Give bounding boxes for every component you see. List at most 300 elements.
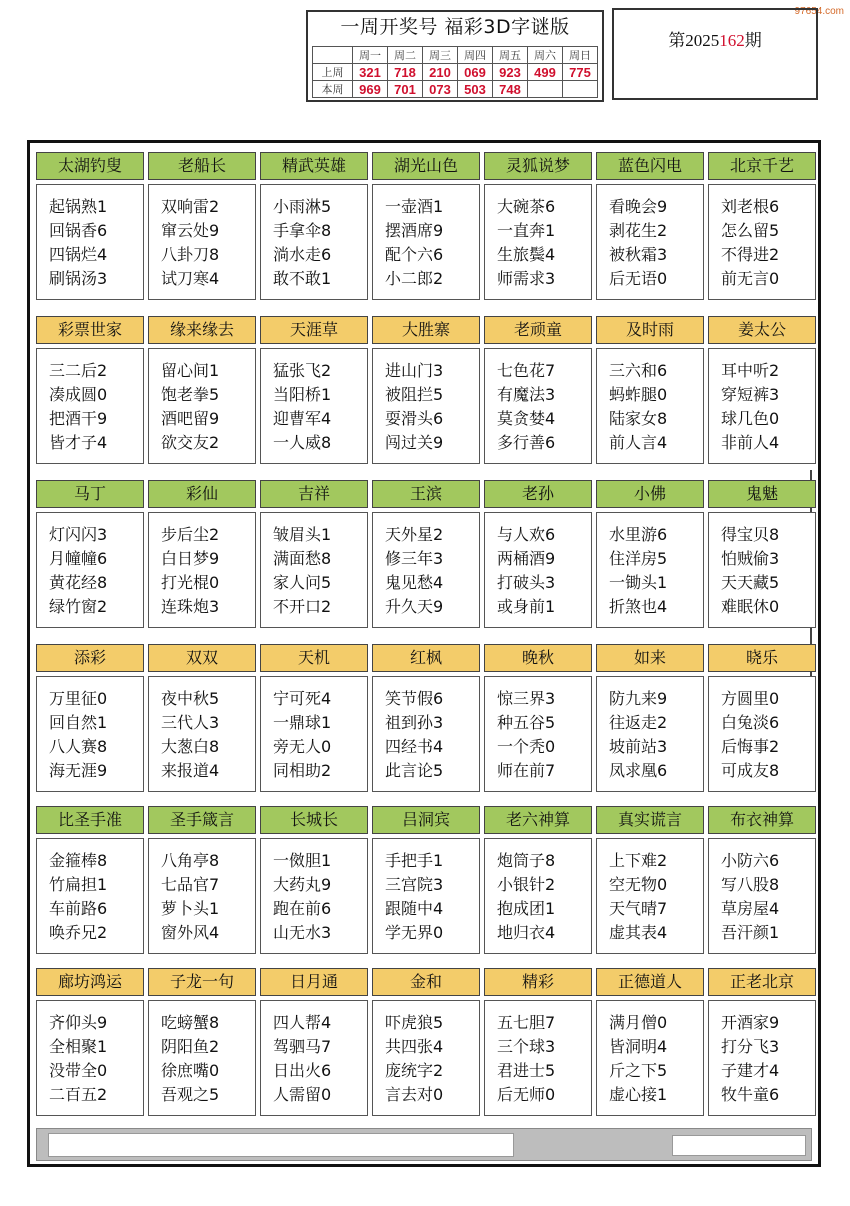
riddle-line: 跟随中4 [385, 899, 444, 918]
riddle-line: 金箍棒8 [49, 851, 108, 870]
riddle-line: 摆酒席9 [385, 221, 444, 240]
riddle-lines [260, 676, 368, 792]
issue-number: 162 [719, 31, 745, 50]
riddle-lines [372, 676, 480, 792]
riddle-line: 同相助2 [273, 761, 332, 780]
riddle-card [260, 480, 368, 632]
riddle-author: 老孙 [484, 480, 592, 508]
riddle-lines [596, 348, 704, 464]
riddle-line: 酒吧留9 [161, 409, 220, 428]
riddle-lines [708, 1000, 816, 1116]
riddle-line: 竹扁担1 [49, 875, 108, 894]
riddle-card [484, 480, 592, 632]
day-tue: 周二 [388, 47, 423, 64]
riddle-line: 齐仰头9 [49, 1013, 108, 1032]
riddle-line: 旁无人0 [273, 737, 332, 756]
riddle-line: 小银针2 [497, 875, 556, 894]
riddle-line: 剥花生2 [609, 221, 668, 240]
riddle-lines [484, 184, 592, 300]
this-week-number [563, 81, 598, 98]
riddle-line: 一个秃0 [497, 737, 556, 756]
riddle-lines [708, 676, 816, 792]
riddle-author: 长城长 [260, 806, 368, 834]
riddle-card [372, 968, 480, 1120]
riddle-author: 老船长 [148, 152, 256, 180]
riddle-line: 难眠休0 [721, 597, 780, 616]
riddle-line: 步后尘2 [161, 525, 220, 544]
riddle-card [484, 968, 592, 1120]
riddle-line: 把酒干9 [49, 409, 108, 428]
issue-prefix: 第2025 [668, 31, 720, 50]
riddle-line: 抱成团1 [497, 899, 556, 918]
riddle-lines [36, 676, 144, 792]
riddle-card [148, 152, 256, 304]
this-week-row [313, 81, 598, 98]
riddle-line: 一傚胆1 [273, 851, 332, 870]
riddle-line: 刷锅汤3 [49, 269, 108, 288]
riddle-author: 蓝色闪电 [596, 152, 704, 180]
riddle-author: 姜太公 [708, 316, 816, 344]
riddle-card [260, 968, 368, 1120]
riddle-card [36, 644, 144, 796]
riddle-line: 敢不敢1 [273, 269, 332, 288]
riddle-card [596, 480, 704, 632]
riddle-line: 前人言4 [609, 433, 668, 452]
riddle-card [260, 152, 368, 304]
riddle-lines [596, 676, 704, 792]
riddle-line: 海无涯9 [49, 761, 108, 780]
riddle-line: 与人欢6 [497, 525, 556, 544]
riddle-lines [596, 512, 704, 628]
riddle-line: 灯闪闪3 [49, 525, 108, 544]
this-week-number: 748 [493, 81, 528, 98]
riddle-card [372, 806, 480, 958]
riddle-line: 球几色0 [721, 409, 780, 428]
riddle-card [260, 806, 368, 958]
riddle-line: 跑在前6 [273, 899, 332, 918]
riddle-card [372, 152, 480, 304]
riddle-line: 小二郎2 [385, 269, 444, 288]
riddle-line: 进山门3 [385, 361, 444, 380]
riddle-card [372, 644, 480, 796]
issue-suffix: 期 [744, 31, 762, 50]
riddle-line: 师在前7 [497, 761, 556, 780]
riddle-line: 吓虎狼5 [385, 1013, 444, 1032]
riddle-card [148, 968, 256, 1120]
riddle-lines [148, 676, 256, 792]
riddle-line: 唤乔兄2 [49, 923, 108, 942]
riddle-card [484, 152, 592, 304]
riddle-author: 晓乐 [708, 644, 816, 672]
riddle-author: 彩票世家 [36, 316, 144, 344]
riddle-card [36, 480, 144, 632]
riddle-author: 子龙一句 [148, 968, 256, 996]
panel-title: 一周开奖号 福彩3D字谜版 [340, 16, 570, 38]
riddle-card [148, 644, 256, 796]
riddle-author: 比圣手准 [36, 806, 144, 834]
riddle-author: 日月通 [260, 968, 368, 996]
riddle-line: 大碗茶6 [497, 197, 556, 216]
riddle-author: 正老北京 [708, 968, 816, 996]
riddle-author: 精武英雄 [260, 152, 368, 180]
riddle-lines [596, 184, 704, 300]
riddle-author: 晚秋 [484, 644, 592, 672]
riddle-lines [148, 1000, 256, 1116]
riddle-line: 小防六6 [721, 851, 780, 870]
riddle-line: 写八股8 [721, 875, 780, 894]
riddle-line: 有魔法3 [497, 385, 556, 404]
riddle-line: 打光棍0 [161, 573, 220, 592]
riddle-line: 八角亭8 [161, 851, 220, 870]
this-week-number: 073 [423, 81, 458, 98]
riddle-line: 生旅鬓4 [497, 245, 556, 264]
riddle-line: 可成友8 [721, 761, 780, 780]
riddle-lines [148, 184, 256, 300]
riddle-author: 小佛 [596, 480, 704, 508]
riddle-line: 窗外风4 [161, 923, 220, 942]
riddle-card [708, 316, 816, 468]
riddle-card [484, 806, 592, 958]
riddle-lines [372, 838, 480, 954]
riddle-line: 一人威8 [273, 433, 332, 452]
riddle-card [36, 806, 144, 958]
riddle-line: 不开口2 [273, 597, 332, 616]
riddle-lines [260, 1000, 368, 1116]
riddle-line: 笑节假6 [385, 689, 444, 708]
riddle-line: 草房屋4 [721, 899, 780, 918]
riddle-line: 祖到孙3 [385, 713, 444, 732]
riddle-line: 此言论5 [385, 761, 444, 780]
riddle-line: 鬼见愁4 [385, 573, 444, 592]
results-table [312, 46, 598, 98]
riddle-line: 山无水3 [273, 923, 332, 942]
day-wed: 周三 [423, 47, 458, 64]
riddle-author: 彩仙 [148, 480, 256, 508]
riddle-lines [148, 838, 256, 954]
riddle-line: 宁可死4 [273, 689, 332, 708]
riddle-lines [708, 348, 816, 464]
riddle-line: 窜云处9 [161, 221, 220, 240]
riddle-line: 驾驷马7 [273, 1037, 332, 1056]
riddle-line: 一锄头1 [609, 573, 668, 592]
riddle-line: 上下难2 [609, 851, 668, 870]
riddle-card [596, 806, 704, 958]
riddle-author: 湖光山色 [372, 152, 480, 180]
riddle-line: 天气晴7 [609, 899, 668, 918]
riddle-line: 四经书4 [385, 737, 444, 756]
last-week-number: 321 [353, 64, 388, 81]
riddle-line: 天天藏5 [721, 573, 780, 592]
riddle-line: 当阳桥1 [273, 385, 332, 404]
riddle-card [372, 316, 480, 468]
last-week-label: 上周 [313, 64, 353, 81]
riddle-lines [260, 348, 368, 464]
riddle-line: 留心间1 [161, 361, 220, 380]
riddle-line: 八人赛8 [49, 737, 108, 756]
riddle-line: 三二后2 [49, 361, 108, 380]
riddle-lines [36, 1000, 144, 1116]
this-week-number: 701 [388, 81, 423, 98]
riddle-line: 穿短裤3 [721, 385, 780, 404]
riddle-card [708, 152, 816, 304]
riddle-line: 怕贼偷3 [721, 549, 780, 568]
riddle-line: 五七胆7 [497, 1013, 556, 1032]
riddle-lines [36, 184, 144, 300]
riddle-lines [596, 838, 704, 954]
last-week-number: 718 [388, 64, 423, 81]
riddle-line: 迎曹军4 [273, 409, 332, 428]
corner-cell [313, 47, 353, 64]
riddle-line: 牧牛童6 [721, 1085, 780, 1104]
riddle-card [596, 316, 704, 468]
riddle-line: 种五谷5 [497, 713, 556, 732]
riddle-line: 打破头3 [497, 573, 556, 592]
riddle-line: 言去对0 [385, 1085, 444, 1104]
day-fri: 周五 [493, 47, 528, 64]
last-week-number: 210 [423, 64, 458, 81]
riddle-line: 白兔淡6 [721, 713, 780, 732]
riddle-line: 欲交友2 [161, 433, 220, 452]
riddle-author: 圣手箴言 [148, 806, 256, 834]
riddle-lines [708, 512, 816, 628]
riddle-line: 绿竹窗2 [49, 597, 108, 616]
riddle-lines [36, 348, 144, 464]
riddle-lines [372, 512, 480, 628]
riddle-line: 庞统字2 [385, 1061, 444, 1080]
riddle-lines [484, 348, 592, 464]
riddle-line: 夜中秋5 [161, 689, 220, 708]
riddle-line: 耳中听2 [721, 361, 780, 380]
riddle-line: 多行善6 [497, 433, 556, 452]
riddle-line: 七色花7 [497, 361, 556, 380]
riddle-card [148, 480, 256, 632]
last-week-number: 775 [563, 64, 598, 81]
riddle-line: 折煞也4 [609, 597, 668, 616]
riddle-card [708, 644, 816, 796]
riddle-line: 大药丸9 [273, 875, 332, 894]
riddle-line: 炮筒子8 [497, 851, 556, 870]
riddle-author: 王滨 [372, 480, 480, 508]
riddle-line: 刘老根6 [721, 197, 780, 216]
riddle-line: 开酒家9 [721, 1013, 780, 1032]
riddle-author: 真实谎言 [596, 806, 704, 834]
riddle-line: 试刀寒4 [161, 269, 220, 288]
riddle-line: 升久天9 [385, 597, 444, 616]
riddle-line: 修三年3 [385, 549, 444, 568]
riddle-line: 后悔事2 [721, 737, 780, 756]
riddle-line: 斤之下5 [609, 1061, 668, 1080]
weekly-results-panel [306, 10, 604, 102]
riddle-author: 及时雨 [596, 316, 704, 344]
this-week-label: 本周 [313, 81, 353, 98]
riddle-author: 如来 [596, 644, 704, 672]
riddle-card [148, 316, 256, 468]
riddle-line: 子建才4 [721, 1061, 780, 1080]
riddle-author: 天涯草 [260, 316, 368, 344]
riddle-line: 吾汗颜1 [721, 923, 780, 942]
day-thu: 周四 [458, 47, 493, 64]
riddle-card [36, 152, 144, 304]
riddle-line: 皱眉头1 [273, 525, 332, 544]
riddle-author: 老顽童 [484, 316, 592, 344]
riddle-lines [484, 838, 592, 954]
riddle-card [708, 480, 816, 632]
riddle-line: 三宫院3 [385, 875, 444, 894]
riddle-line: 莫贪婪4 [497, 409, 556, 428]
riddle-lines [372, 1000, 480, 1116]
day-header-row [313, 47, 598, 64]
day-mon: 周一 [353, 47, 388, 64]
last-week-number: 499 [528, 64, 563, 81]
riddle-card [148, 806, 256, 958]
riddle-author: 天机 [260, 644, 368, 672]
riddle-author: 双双 [148, 644, 256, 672]
last-week-row [313, 64, 598, 81]
riddle-line: 大葱白8 [161, 737, 220, 756]
riddle-lines [372, 184, 480, 300]
riddle-lines [484, 676, 592, 792]
riddle-line: 白日梦9 [161, 549, 220, 568]
riddle-card [260, 316, 368, 468]
riddle-card [484, 644, 592, 796]
riddle-card [708, 968, 816, 1120]
riddle-line: 被秋霜3 [609, 245, 668, 264]
riddle-line: 怎么留5 [721, 221, 780, 240]
riddle-author: 大胜寨 [372, 316, 480, 344]
riddle-card [596, 644, 704, 796]
this-week-number: 503 [458, 81, 493, 98]
riddle-line: 一鼎球1 [273, 713, 332, 732]
riddle-line: 来报道4 [161, 761, 220, 780]
riddle-line: 四锅烂4 [49, 245, 108, 264]
riddle-line: 耍滑头6 [385, 409, 444, 428]
riddle-line: 万里征0 [49, 689, 108, 708]
riddle-line: 往返走2 [609, 713, 668, 732]
riddle-author: 灵狐说梦 [484, 152, 592, 180]
riddle-line: 双响雷2 [161, 197, 220, 216]
riddle-lines [148, 348, 256, 464]
riddle-line: 一直奔1 [497, 221, 556, 240]
riddle-author: 正德道人 [596, 968, 704, 996]
riddle-line: 吃螃蟹8 [161, 1013, 220, 1032]
riddle-line: 天外星2 [385, 525, 444, 544]
riddle-line: 两桶酒9 [497, 549, 556, 568]
riddle-lines [148, 512, 256, 628]
riddle-line: 一壶酒1 [385, 197, 444, 216]
riddle-line: 配个六6 [385, 245, 444, 264]
riddle-lines [708, 184, 816, 300]
last-week-number: 923 [493, 64, 528, 81]
riddle-line: 连珠炮3 [161, 597, 220, 616]
riddle-line: 水里游6 [609, 525, 668, 544]
riddle-line: 吾观之5 [161, 1085, 220, 1104]
riddle-card [36, 968, 144, 1120]
riddle-card [596, 152, 704, 304]
day-sat: 周六 [528, 47, 563, 64]
riddle-author: 布衣神算 [708, 806, 816, 834]
riddle-line: 师需求3 [497, 269, 556, 288]
riddle-lines [36, 838, 144, 954]
riddle-author: 吉祥 [260, 480, 368, 508]
riddle-line: 三六和6 [609, 361, 668, 380]
riddle-author: 添彩 [36, 644, 144, 672]
riddle-line: 饱老拳5 [161, 385, 220, 404]
riddle-author: 红枫 [372, 644, 480, 672]
riddle-line: 蚂蚱腿0 [609, 385, 668, 404]
riddle-line: 三代人3 [161, 713, 220, 732]
riddle-author: 太湖钓叟 [36, 152, 144, 180]
issue-number-box [612, 8, 818, 100]
riddle-line: 八卦刀8 [161, 245, 220, 264]
riddle-line: 防九来9 [609, 689, 668, 708]
this-week-number [528, 81, 563, 98]
riddle-author: 北京千艺 [708, 152, 816, 180]
riddle-line: 七品官7 [161, 875, 220, 894]
riddle-line: 陆家女8 [609, 409, 668, 428]
riddle-author: 鬼魅 [708, 480, 816, 508]
riddle-author: 廊坊鸿运 [36, 968, 144, 996]
riddle-author: 缘来缘去 [148, 316, 256, 344]
riddle-line: 没带全0 [49, 1061, 108, 1080]
riddle-line: 车前路6 [49, 899, 108, 918]
riddle-line: 打分飞3 [721, 1037, 780, 1056]
riddle-lines [36, 512, 144, 628]
this-week-number: 969 [353, 81, 388, 98]
riddle-line: 凤求凰6 [609, 761, 668, 780]
riddle-lines [372, 348, 480, 464]
riddle-line: 后无师0 [497, 1085, 556, 1104]
riddle-card [372, 480, 480, 632]
riddle-line: 不得进2 [721, 245, 780, 264]
riddle-line: 君进士5 [497, 1061, 556, 1080]
riddle-lines [484, 1000, 592, 1116]
bottom-bar-field-right [672, 1135, 806, 1156]
riddle-line: 月幢幢6 [49, 549, 108, 568]
riddle-line: 方圆里0 [721, 689, 780, 708]
riddle-line: 虚心接1 [609, 1085, 668, 1104]
riddle-line: 地归衣4 [497, 923, 556, 942]
riddle-line: 被阻拦5 [385, 385, 444, 404]
riddle-lines [260, 184, 368, 300]
riddle-line: 小雨淋5 [273, 197, 332, 216]
riddle-line: 阴阳鱼2 [161, 1037, 220, 1056]
riddle-line: 淌水走6 [273, 245, 332, 264]
riddle-lines [260, 512, 368, 628]
riddle-line: 看晚会9 [609, 197, 668, 216]
riddle-line: 回自然1 [49, 713, 108, 732]
riddle-line: 学无界0 [385, 923, 444, 942]
riddle-lines [484, 512, 592, 628]
riddle-line: 住洋房5 [609, 549, 668, 568]
riddle-line: 人需留0 [273, 1085, 332, 1104]
riddle-author: 老六神算 [484, 806, 592, 834]
riddle-line: 四人帮4 [273, 1013, 332, 1032]
riddle-card [36, 316, 144, 468]
riddle-line: 虚其表4 [609, 923, 668, 942]
riddle-line: 后无语0 [609, 269, 668, 288]
riddle-line: 皆洞明4 [609, 1037, 668, 1056]
riddle-lines [260, 838, 368, 954]
riddle-line: 满面愁8 [273, 549, 332, 568]
riddle-card [260, 644, 368, 796]
riddle-line: 皆才子4 [49, 433, 108, 452]
riddle-line: 共四张4 [385, 1037, 444, 1056]
riddle-line: 黄花经8 [49, 573, 108, 592]
riddle-line: 惊三界3 [497, 689, 556, 708]
riddle-line: 全相聚1 [49, 1037, 108, 1056]
bottom-bar-field [48, 1133, 514, 1157]
riddle-line: 闯过关9 [385, 433, 444, 452]
